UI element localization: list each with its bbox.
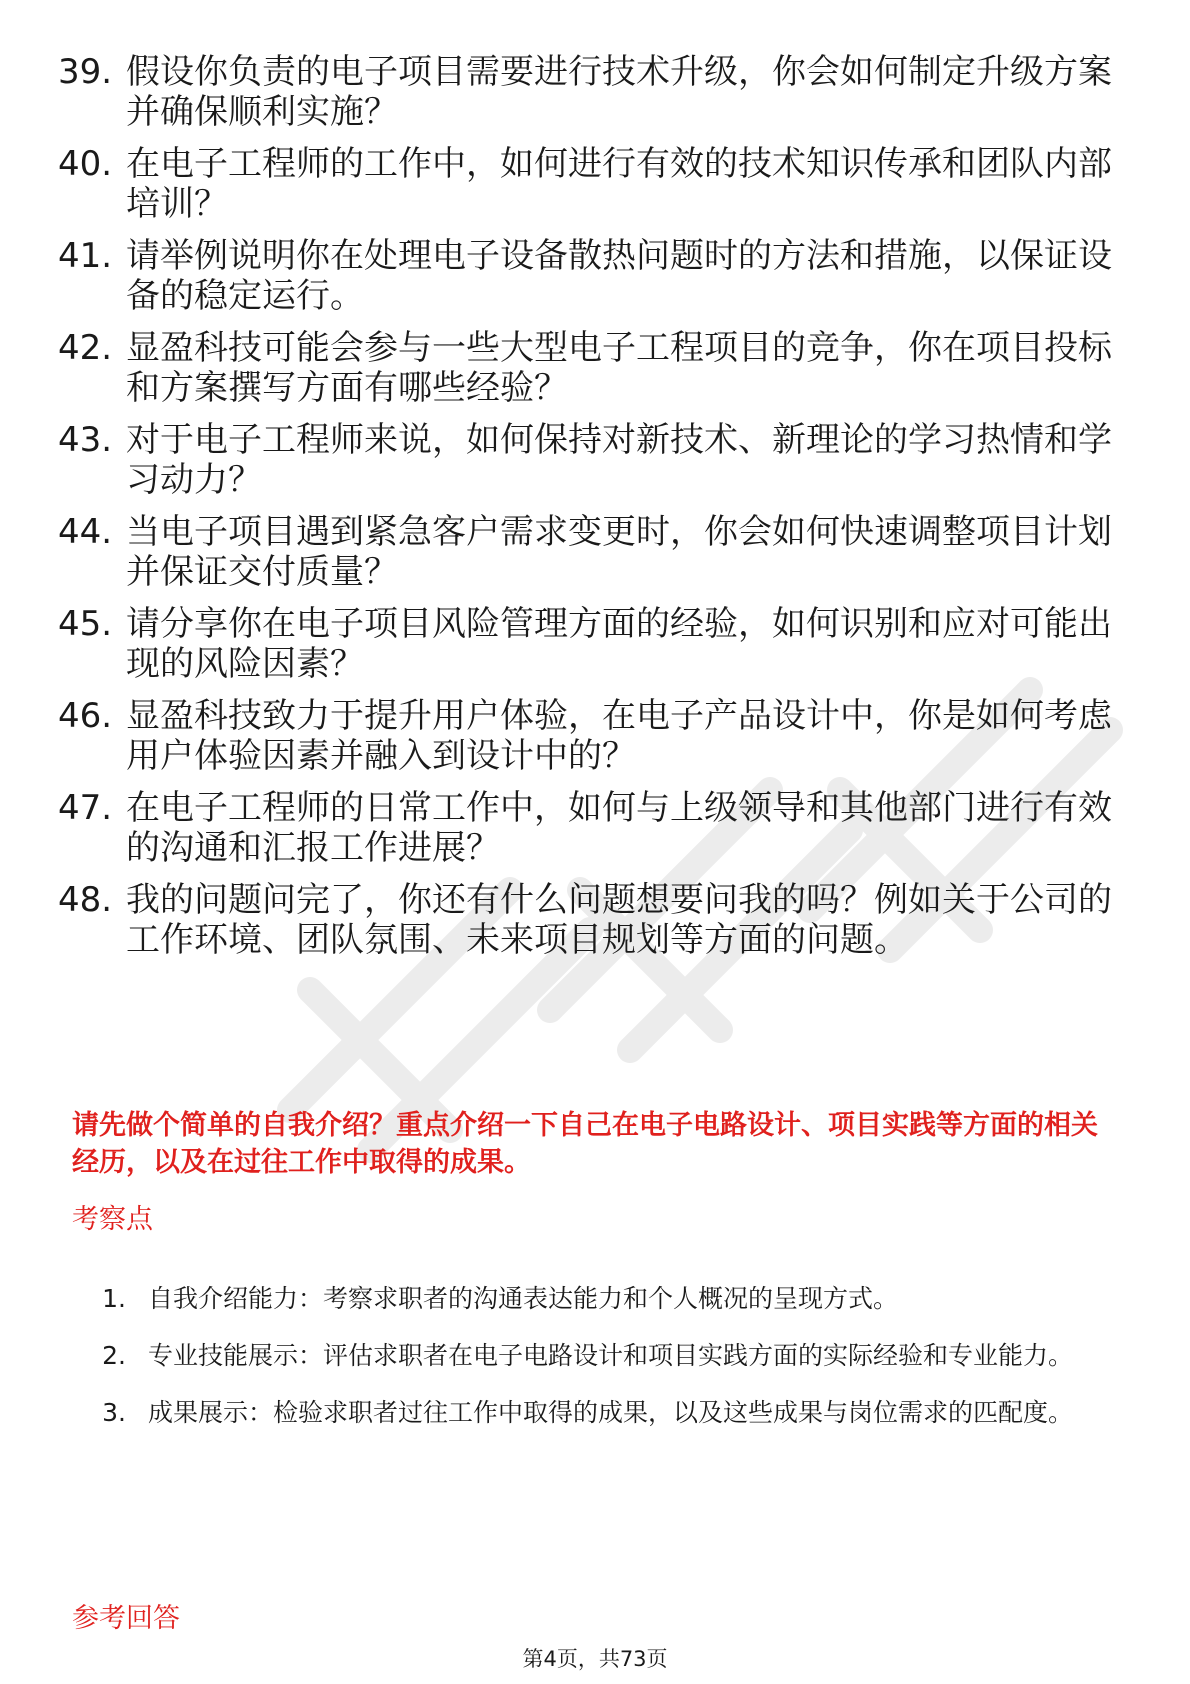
review-point-item <box>72 1384 1122 1441</box>
highlight-question: 请先做个简单的自我介绍？重点介绍一下自己在电子电路设计、项目实践等方面的相关经历，以及在过往工作中取得的成果。 <box>72 1110 1098 1178</box>
question-number: 43. <box>58 420 113 460</box>
question-number: 41. <box>58 236 113 276</box>
review-point-number: 2. <box>102 1341 126 1370</box>
question-number: 39. <box>58 52 113 92</box>
review-point-text: 自我介绍能力：考察求职者的沟通表达能力和个人概况的呈现方式。 <box>148 1284 899 1313</box>
question-text: 当电子项目遇到紧急客户需求变更时，你会如何快速调整项目计划并保证交付质量？ <box>126 512 1112 592</box>
question-item <box>58 420 1128 500</box>
question-number: 40. <box>58 144 113 184</box>
question-number: 47. <box>58 788 113 828</box>
review-point-number: 3. <box>102 1398 126 1427</box>
reference-answer-heading: 参考回答 <box>72 1603 180 1634</box>
review-point-item <box>72 1270 1122 1327</box>
review-points-heading: 考察点 <box>72 1204 153 1235</box>
question-number: 46. <box>58 696 113 736</box>
question-item <box>58 52 1128 132</box>
review-point-item <box>72 1327 1122 1384</box>
question-item <box>58 696 1128 776</box>
question-text: 我的问题问完了，你还有什么问题想要问我的吗？例如关于公司的工作环境、团队氛围、未来项目规划等方面的问题。 <box>126 880 1112 960</box>
review-point-number: 1. <box>102 1284 126 1313</box>
question-text: 对于电子工程师来说，如何保持对新技术、新理论的学习热情和学习动力？ <box>126 420 1112 500</box>
question-text: 在电子工程师的工作中，如何进行有效的技术知识传承和团队内部培训？ <box>126 144 1112 224</box>
question-text: 显盈科技致力于提升用户体验，在电子产品设计中，你是如何考虑用户体验因素并融入到设计中的？ <box>126 696 1112 776</box>
question-number: 48. <box>58 880 113 920</box>
question-text: 请分享你在电子项目风险管理方面的经验，如何识别和应对可能出现的风险因素？ <box>126 604 1112 684</box>
question-item <box>58 236 1128 316</box>
question-item <box>58 144 1128 224</box>
question-item <box>58 604 1128 684</box>
question-number: 42. <box>58 328 113 368</box>
question-list <box>58 52 1128 972</box>
question-text: 假设你负责的电子项目需要进行技术升级，你会如何制定升级方案并确保顺利实施？ <box>126 52 1112 132</box>
question-number: 45. <box>58 604 113 644</box>
question-text: 请举例说明你在处理电子设备散热问题时的方法和措施，以保证设备的稳定运行。 <box>126 236 1112 316</box>
page-footer: 第4页，共73页 <box>522 1647 668 1671</box>
question-item <box>58 788 1128 868</box>
question-item <box>58 328 1128 408</box>
question-number: 44. <box>58 512 113 552</box>
question-text: 在电子工程师的日常工作中，如何与上级领导和其他部门进行有效的沟通和汇报工作进展？ <box>126 788 1112 868</box>
review-point-text: 成果展示：检验求职者过往工作中取得的成果，以及这些成果与岗位需求的匹配度。 <box>148 1398 1074 1427</box>
review-point-list <box>72 1270 1122 1441</box>
question-text: 显盈科技可能会参与一些大型电子工程项目的竞争，你在项目投标和方案撰写方面有哪些经验？ <box>126 328 1112 408</box>
question-item <box>58 880 1128 960</box>
review-point-text: 专业技能展示：评估求职者在电子电路设计和项目实践方面的实际经验和专业能力。 <box>148 1341 1074 1370</box>
question-item <box>58 512 1128 592</box>
